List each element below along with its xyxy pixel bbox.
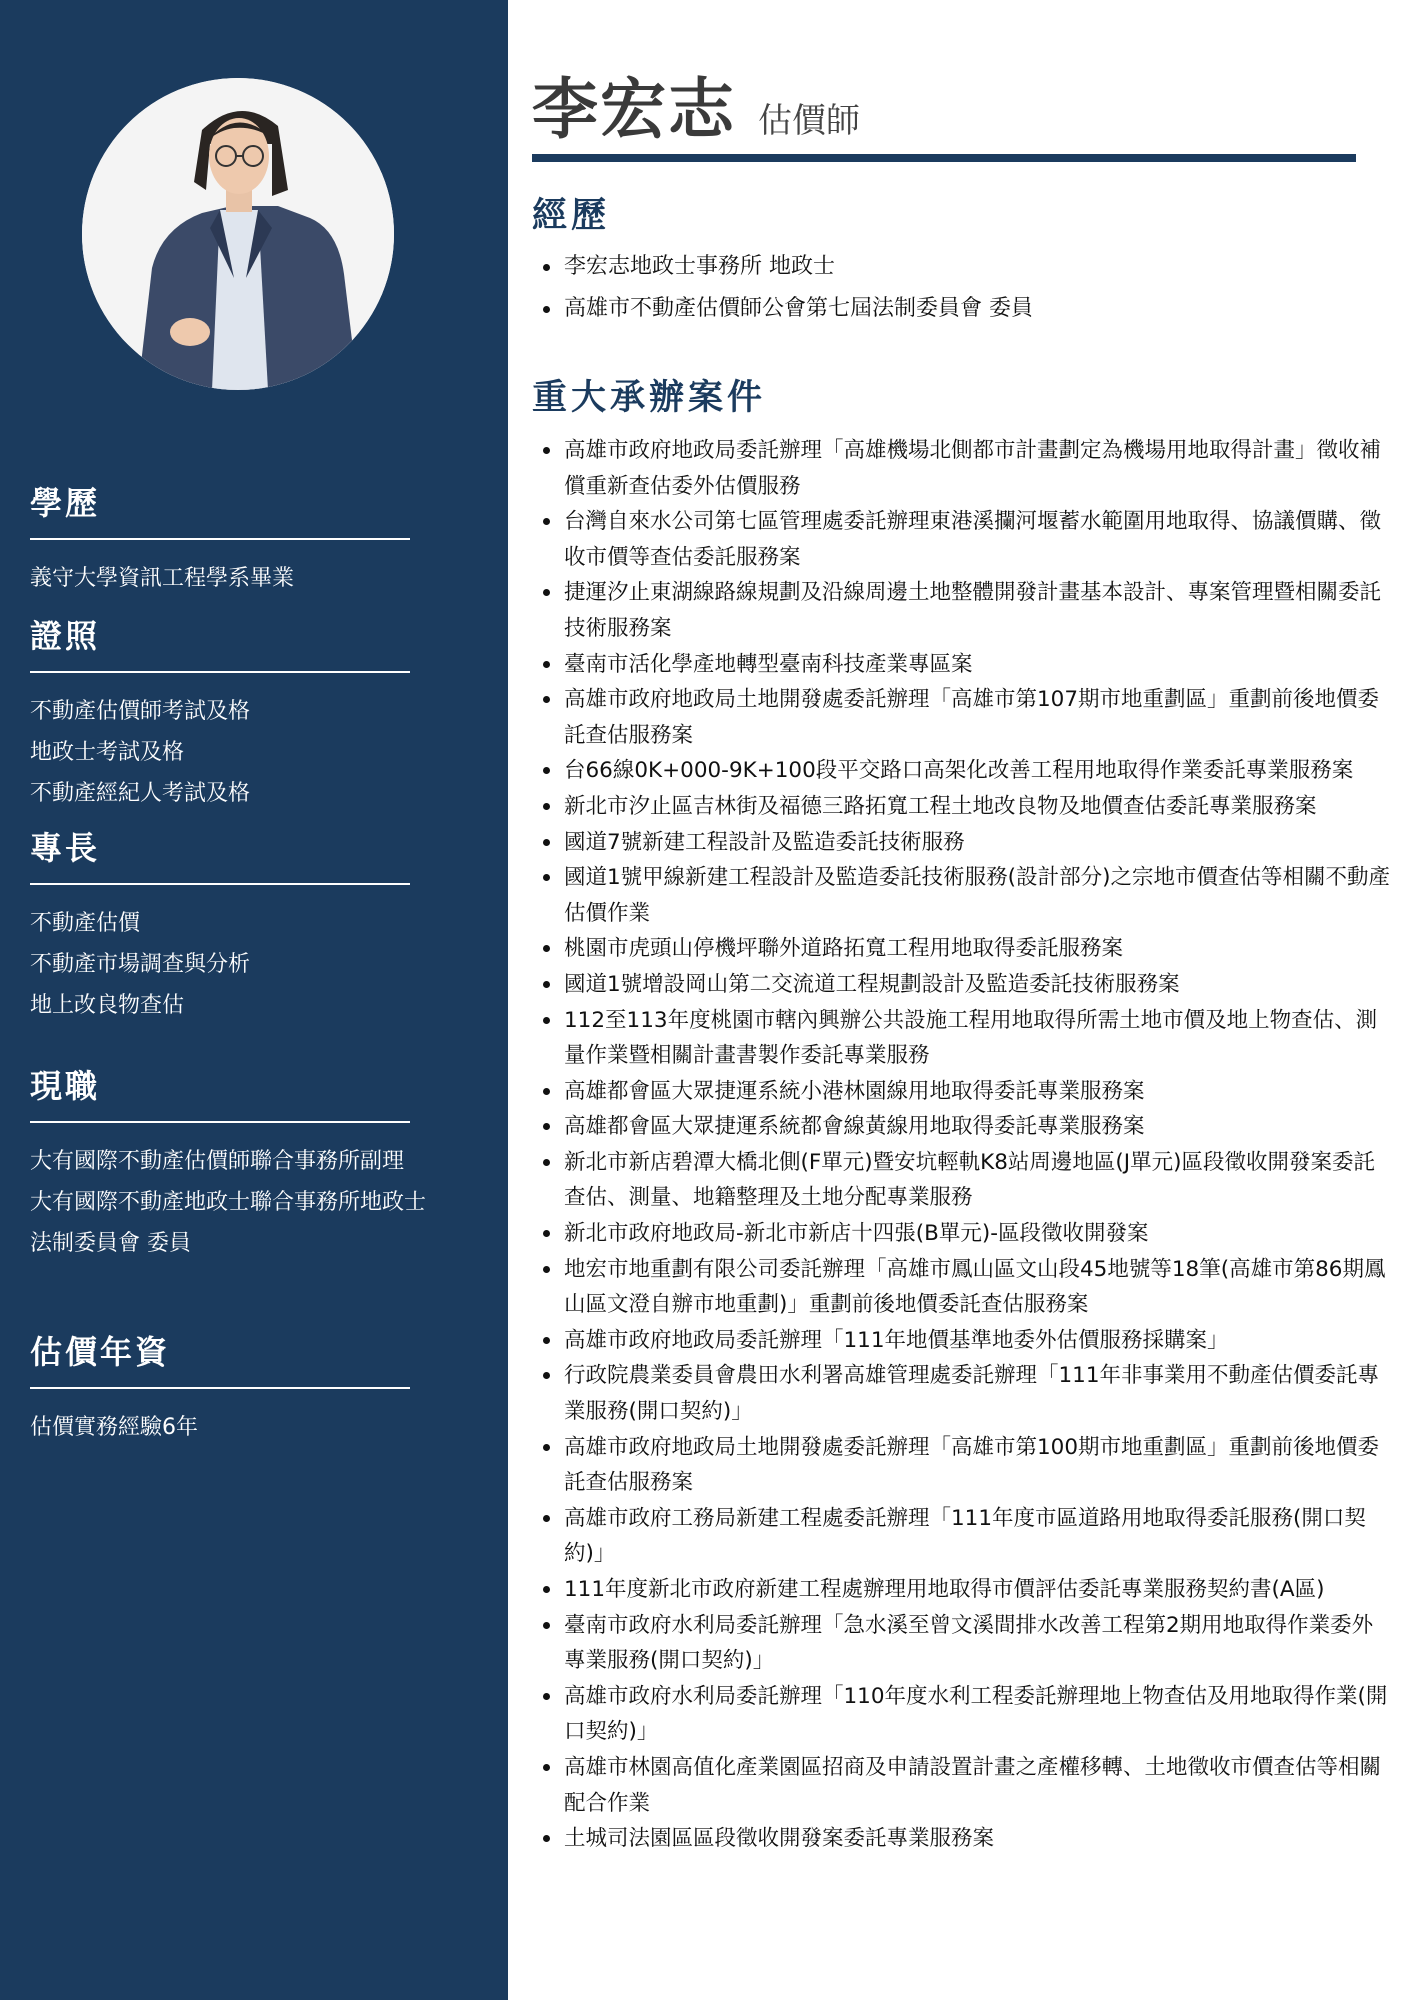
specialty-item: 地上改良物查估 (30, 993, 185, 1018)
specialty-item: 不動產估價 (30, 911, 141, 936)
case-item: 高雄都會區大眾捷運系統小港林園線用地取得委託專業服務案 (532, 1074, 1394, 1110)
case-item: 捷運汐止東湖線路線規劃及沿線周邊土地整體開發計畫基本設計、專案管理暨相關委託技術服務案 (532, 575, 1394, 646)
experience-heading: 經歷 (532, 196, 611, 236)
current-positions-heading: 現職 (30, 1061, 410, 1123)
experience-item: 高雄市不動產估價師公會第七屆法制委員會 委員 (532, 288, 1394, 330)
case-item: 高雄市政府地政局土地開發處委託辦理「高雄市第100期市地重劃區」重劃前後地價委託查估服務案 (532, 1430, 1394, 1501)
case-item: 行政院農業委員會農田水利署高雄管理處委託辦理「111年非事業用不動產估價委託專業服務(開口契約)」 (532, 1358, 1394, 1429)
cases-heading: 重大承辦案件 (532, 378, 767, 418)
case-item: 新北市政府地政局-新北市新店十四張(B單元)-區段徵收開發案 (532, 1216, 1394, 1252)
profile-photo (82, 78, 394, 390)
case-item: 台灣自來水公司第七區管理處委託辦理東港溪攔河堰蓄水範圍用地取得、協議價購、徵收市價等查估委託服務案 (532, 504, 1394, 575)
specialty-item: 不動產市場調查與分析 (30, 952, 251, 977)
specialties-section (30, 823, 410, 1026)
sidebar (0, 0, 508, 2000)
case-item: 國道1號甲線新建工程設計及監造委託技術服務(設計部分)之宗地市價查估等相關不動產估價作業 (532, 860, 1394, 931)
case-item: 臺南市政府水利局委託辦理「急水溪至曾文溪間排水改善工程第2期用地取得作業委外專業服務(開口契約)」 (532, 1608, 1394, 1679)
seniority-item: 估價實務經驗6年 (30, 1415, 198, 1440)
licenses-heading: 證照 (30, 611, 410, 673)
case-item: 高雄市政府地政局土地開發處委託辦理「高雄市第107期市地重劃區」重劃前後地價委託查估服務案 (532, 682, 1394, 753)
license-item: 地政士考試及格 (30, 740, 185, 765)
case-item: 高雄都會區大眾捷運系統都會線黃線用地取得委託專業服務案 (532, 1109, 1394, 1145)
position-item: 法制委員會 委員 (30, 1231, 191, 1256)
licenses-section (30, 611, 410, 814)
case-item: 臺南市活化學產地轉型臺南科技產業專區案 (532, 647, 1394, 683)
person-name: 李宏志 (532, 71, 736, 148)
case-item: 112至113年度桃園市轄內興辦公共設施工程用地取得所需土地市價及地上物查估、測量作業暨相關計畫書製作委託專業服務 (532, 1003, 1394, 1074)
case-item: 111年度新北市政府新建工程處辦理用地取得市價評估委託專業服務契約書(A區) (532, 1572, 1394, 1608)
case-item: 高雄市林園高值化產業園區招商及申請設置計畫之產權移轉、土地徵收市價查估等相關配合作業 (532, 1750, 1394, 1821)
header (532, 56, 860, 151)
position-item: 大有國際不動產地政士聯合事務所地政士 (30, 1190, 427, 1215)
seniority-heading: 估價年資 (30, 1327, 410, 1389)
person-title: 估價師 (758, 101, 860, 141)
cases-list (532, 433, 1394, 1857)
case-item: 新北市汐止區吉林街及福德三路拓寬工程土地改良物及地價查估委託專業服務案 (532, 789, 1394, 825)
license-item: 不動產經紀人考試及格 (30, 781, 251, 806)
experience-list (532, 246, 1394, 330)
case-item: 土城司法園區區段徵收開發案委託專業服務案 (532, 1821, 1394, 1857)
education-item: 義守大學資訊工程學系畢業 (30, 566, 295, 591)
specialties-heading: 專長 (30, 823, 410, 885)
license-item: 不動產估價師考試及格 (30, 699, 251, 724)
case-item: 桃園市虎頭山停機坪聯外道路拓寬工程用地取得委託服務案 (532, 931, 1394, 967)
current-positions-section (30, 1061, 427, 1264)
case-item: 高雄市政府地政局委託辦理「111年地價基準地委外估價服務採購案」 (532, 1323, 1394, 1359)
case-item: 台66線0K+000-9K+100段平交路口高架化改善工程用地取得作業委託專業服務案 (532, 753, 1394, 789)
case-item: 高雄市政府工務局新建工程處委託辦理「111年度市區道路用地取得委託服務(開口契約)」 (532, 1501, 1394, 1572)
case-item: 新北市新店碧潭大橋北側(F單元)暨安坑輕軌K8站周邊地區(J單元)區段徵收開發案委託查估、測量、地籍整理及土地分配專業服務 (532, 1145, 1394, 1216)
experience-item: 李宏志地政士事務所 地政士 (532, 246, 1394, 288)
header-divider (532, 154, 1356, 162)
case-item: 國道1號增設岡山第二交流道工程規劃設計及監造委託技術服務案 (532, 967, 1394, 1003)
avatar (82, 78, 394, 390)
case-item: 國道7號新建工程設計及監造委託技術服務 (532, 825, 1394, 861)
education-section (30, 478, 410, 599)
seniority-section (30, 1327, 410, 1448)
case-item: 地宏市地重劃有限公司委託辦理「高雄市鳳山區文山段45地號等18筆(高雄市第86期鳳山區文澄自辦市地重劃)」重劃前後地價委託查估服務案 (532, 1252, 1394, 1323)
case-item: 高雄市政府地政局委託辦理「高雄機場北側都市計畫劃定為機場用地取得計畫」徵收補償重新查估委外估價服務 (532, 433, 1394, 504)
case-item: 高雄市政府水利局委託辦理「110年度水利工程委託辦理地上物查估及用地取得作業(開口契約)」 (532, 1679, 1394, 1750)
education-heading: 學歷 (30, 478, 410, 540)
position-item: 大有國際不動產估價師聯合事務所副理 (30, 1149, 405, 1174)
